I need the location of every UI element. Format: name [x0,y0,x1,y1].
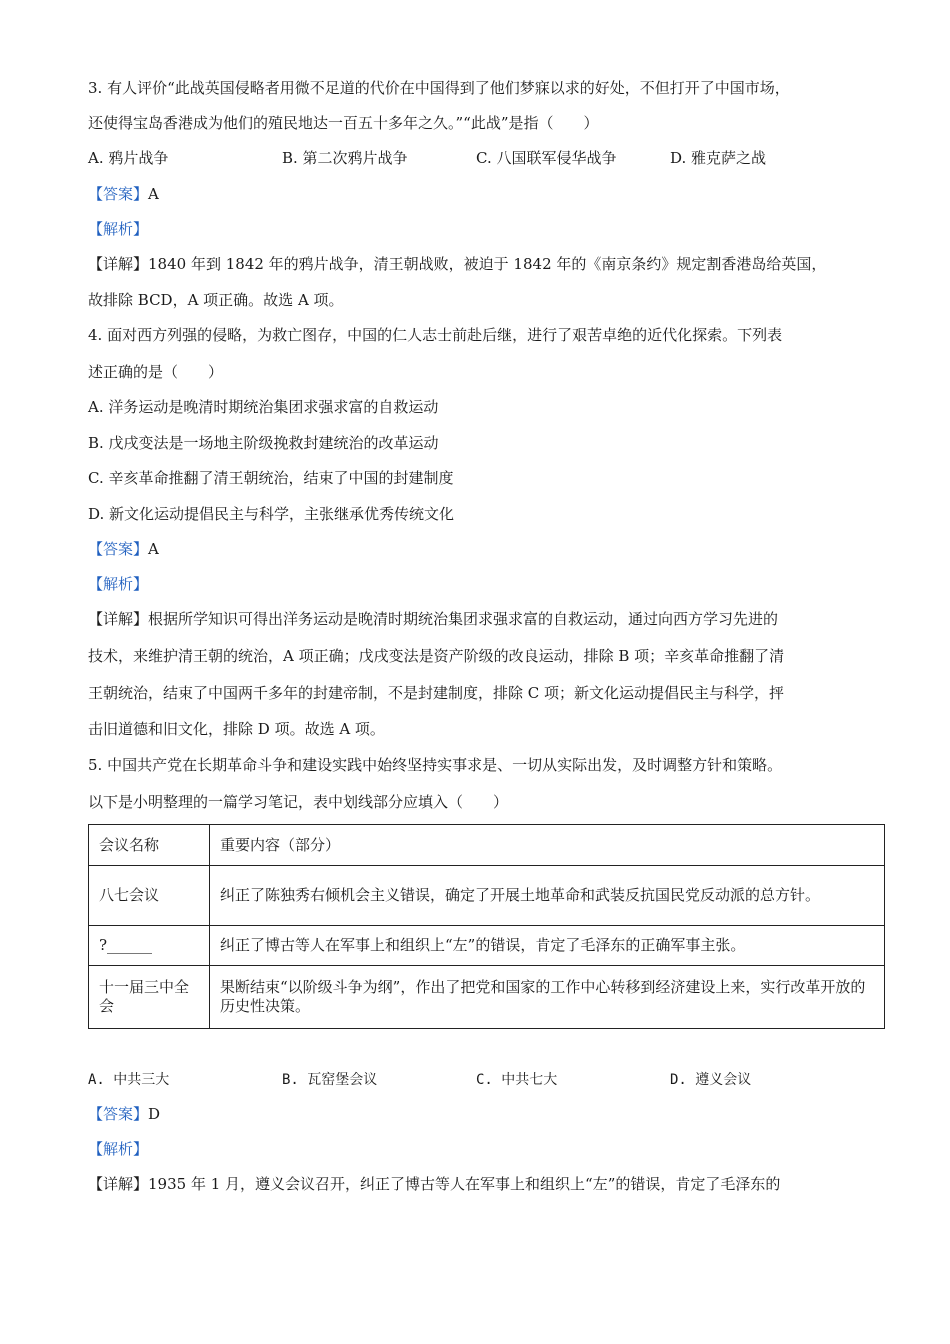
answer-tag: 【答案】 [88,185,149,203]
q4-detail-line1 [88,609,778,629]
q5-detail-line1 [88,1174,780,1194]
q3-option-b: B. 第二次鸦片战争 [282,149,408,167]
q3-option-d: D. 雅克萨之战 [670,149,767,167]
q4-stem-line2: 述正确的是（ ） [88,363,224,381]
q4-analysis-tag: 【解析】 [88,575,149,593]
detail-tag: 【详解】 [88,1175,149,1193]
q5-option-c: C. 中共七大 [476,1072,558,1088]
table-row [89,926,885,966]
detail-tag: 【详解】 [88,255,149,273]
answer-tag: 【答案】 [88,1105,149,1123]
detail-text: 1840 年到 1842 年的鸦片战争，清王朝战败，被迫于 1842 年的《南京条约》规定割香港岛给英国， [148,255,827,273]
q3-stem-line2: 还使得宝岛香港成为他们的殖民地达一百五十多年之久。”“此战”是指（ ） [88,114,599,132]
q3-analysis-tag: 【解析】 [88,220,149,238]
table-cell-content: 果断结束“以阶级斗争为纲”，作出了把党和国家的工作中心转移到经济建设上来，实行改革开放的历史性决策。 [210,966,885,1029]
q5-option-b: B. 瓦窑堡会议 [282,1072,378,1088]
q3-detail-line1 [88,254,826,274]
table-cell-meeting: 八七会议 [89,866,210,926]
q3-stem-line1: 3. 有人评价“此战英国侵略者用微不足道的代价在中国得到了他们梦寐以求的好处，不但打开了中国市场， [88,79,790,97]
q4-option-c: C. 辛亥革命推翻了清王朝统治，结束了中国的封建制度 [88,469,454,487]
table-cell-meeting-blank: ?______ [89,926,210,966]
answer-tag: 【答案】 [88,540,149,558]
table-header-row [89,825,885,866]
table-header-cell: 重要内容（部分） [210,825,885,866]
study-notes-table [88,824,885,1029]
q4-answer [88,539,159,559]
table-cell-meeting: 十一届三中全会 [89,966,210,1029]
answer-value: A [148,185,159,203]
q3-option-c: C. 八国联军侵华战争 [476,149,617,167]
detail-text: 1935 年 1 月，遵义会议召开，纠正了博古等人在军事上和组织上“左”的错误，肯定了毛泽东的 [148,1175,781,1193]
table-cell-content: 纠正了陈独秀右倾机会主义错误，确定了开展土地革命和武装反抗国民党反动派的总方针。 [210,866,885,926]
table-row [89,966,885,1029]
q3-option-a: A. 鸦片战争 [88,149,169,167]
detail-tag: 【详解】 [88,610,149,628]
q4-option-d: D. 新文化运动提倡民主与科学，主张继承优秀传统文化 [88,505,455,523]
table-row [89,866,885,926]
q5-analysis-tag: 【解析】 [88,1140,149,1158]
q4-detail-line2: 技术，来维护清王朝的统治，A 项正确；戊戌变法是资产阶级的改良运动，排除 B 项；辛亥革命推翻了清 [88,647,785,665]
q4-option-b: B. 戊戌变法是一场地主阶级挽救封建统治的改革运动 [88,434,439,452]
answer-value: D [148,1105,161,1123]
q5-stem-line2: 以下是小明整理的一篇学习笔记，表中划线部分应填入（ ） [88,793,509,811]
q3-detail-line2: 故排除 BCD，A 项正确。故选 A 项。 [88,291,344,309]
q5-answer [88,1104,160,1124]
table-header-cell: 会议名称 [89,825,210,866]
q5-option-a: A. 中共三大 [88,1072,170,1088]
q5-option-d: D. 遵义会议 [670,1072,752,1088]
table-cell-content: 纠正了博古等人在军事上和组织上“左”的错误，肯定了毛泽东的正确军事主张。 [210,926,885,966]
answer-value: A [148,540,159,558]
q5-stem-line1: 5. 中国共产党在长期革命斗争和建设实践中始终坚持实事求是、一切从实际出发，及时调整方针和策略。 [88,756,783,774]
q4-detail-line3: 王朝统治，结束了中国两千多年的封建帝制，不是封建制度，排除 C 项；新文化运动提倡民主与科学，抨 [88,684,785,702]
detail-text: 根据所学知识可得出洋务运动是晚清时期统治集团求强求富的自救运动，通过向西方学习先进的 [148,610,779,628]
q4-detail-line4: 击旧道德和旧文化，排除 D 项。故选 A 项。 [88,720,385,738]
q4-stem-line1: 4. 面对西方列强的侵略，为救亡图存，中国的仁人志士前赴后继，进行了艰苦卓绝的近代化探索。下列表 [88,326,783,344]
q3-answer [88,184,159,204]
q4-option-a: A. 洋务运动是晚清时期统治集团求强求富的自救运动 [88,398,439,416]
